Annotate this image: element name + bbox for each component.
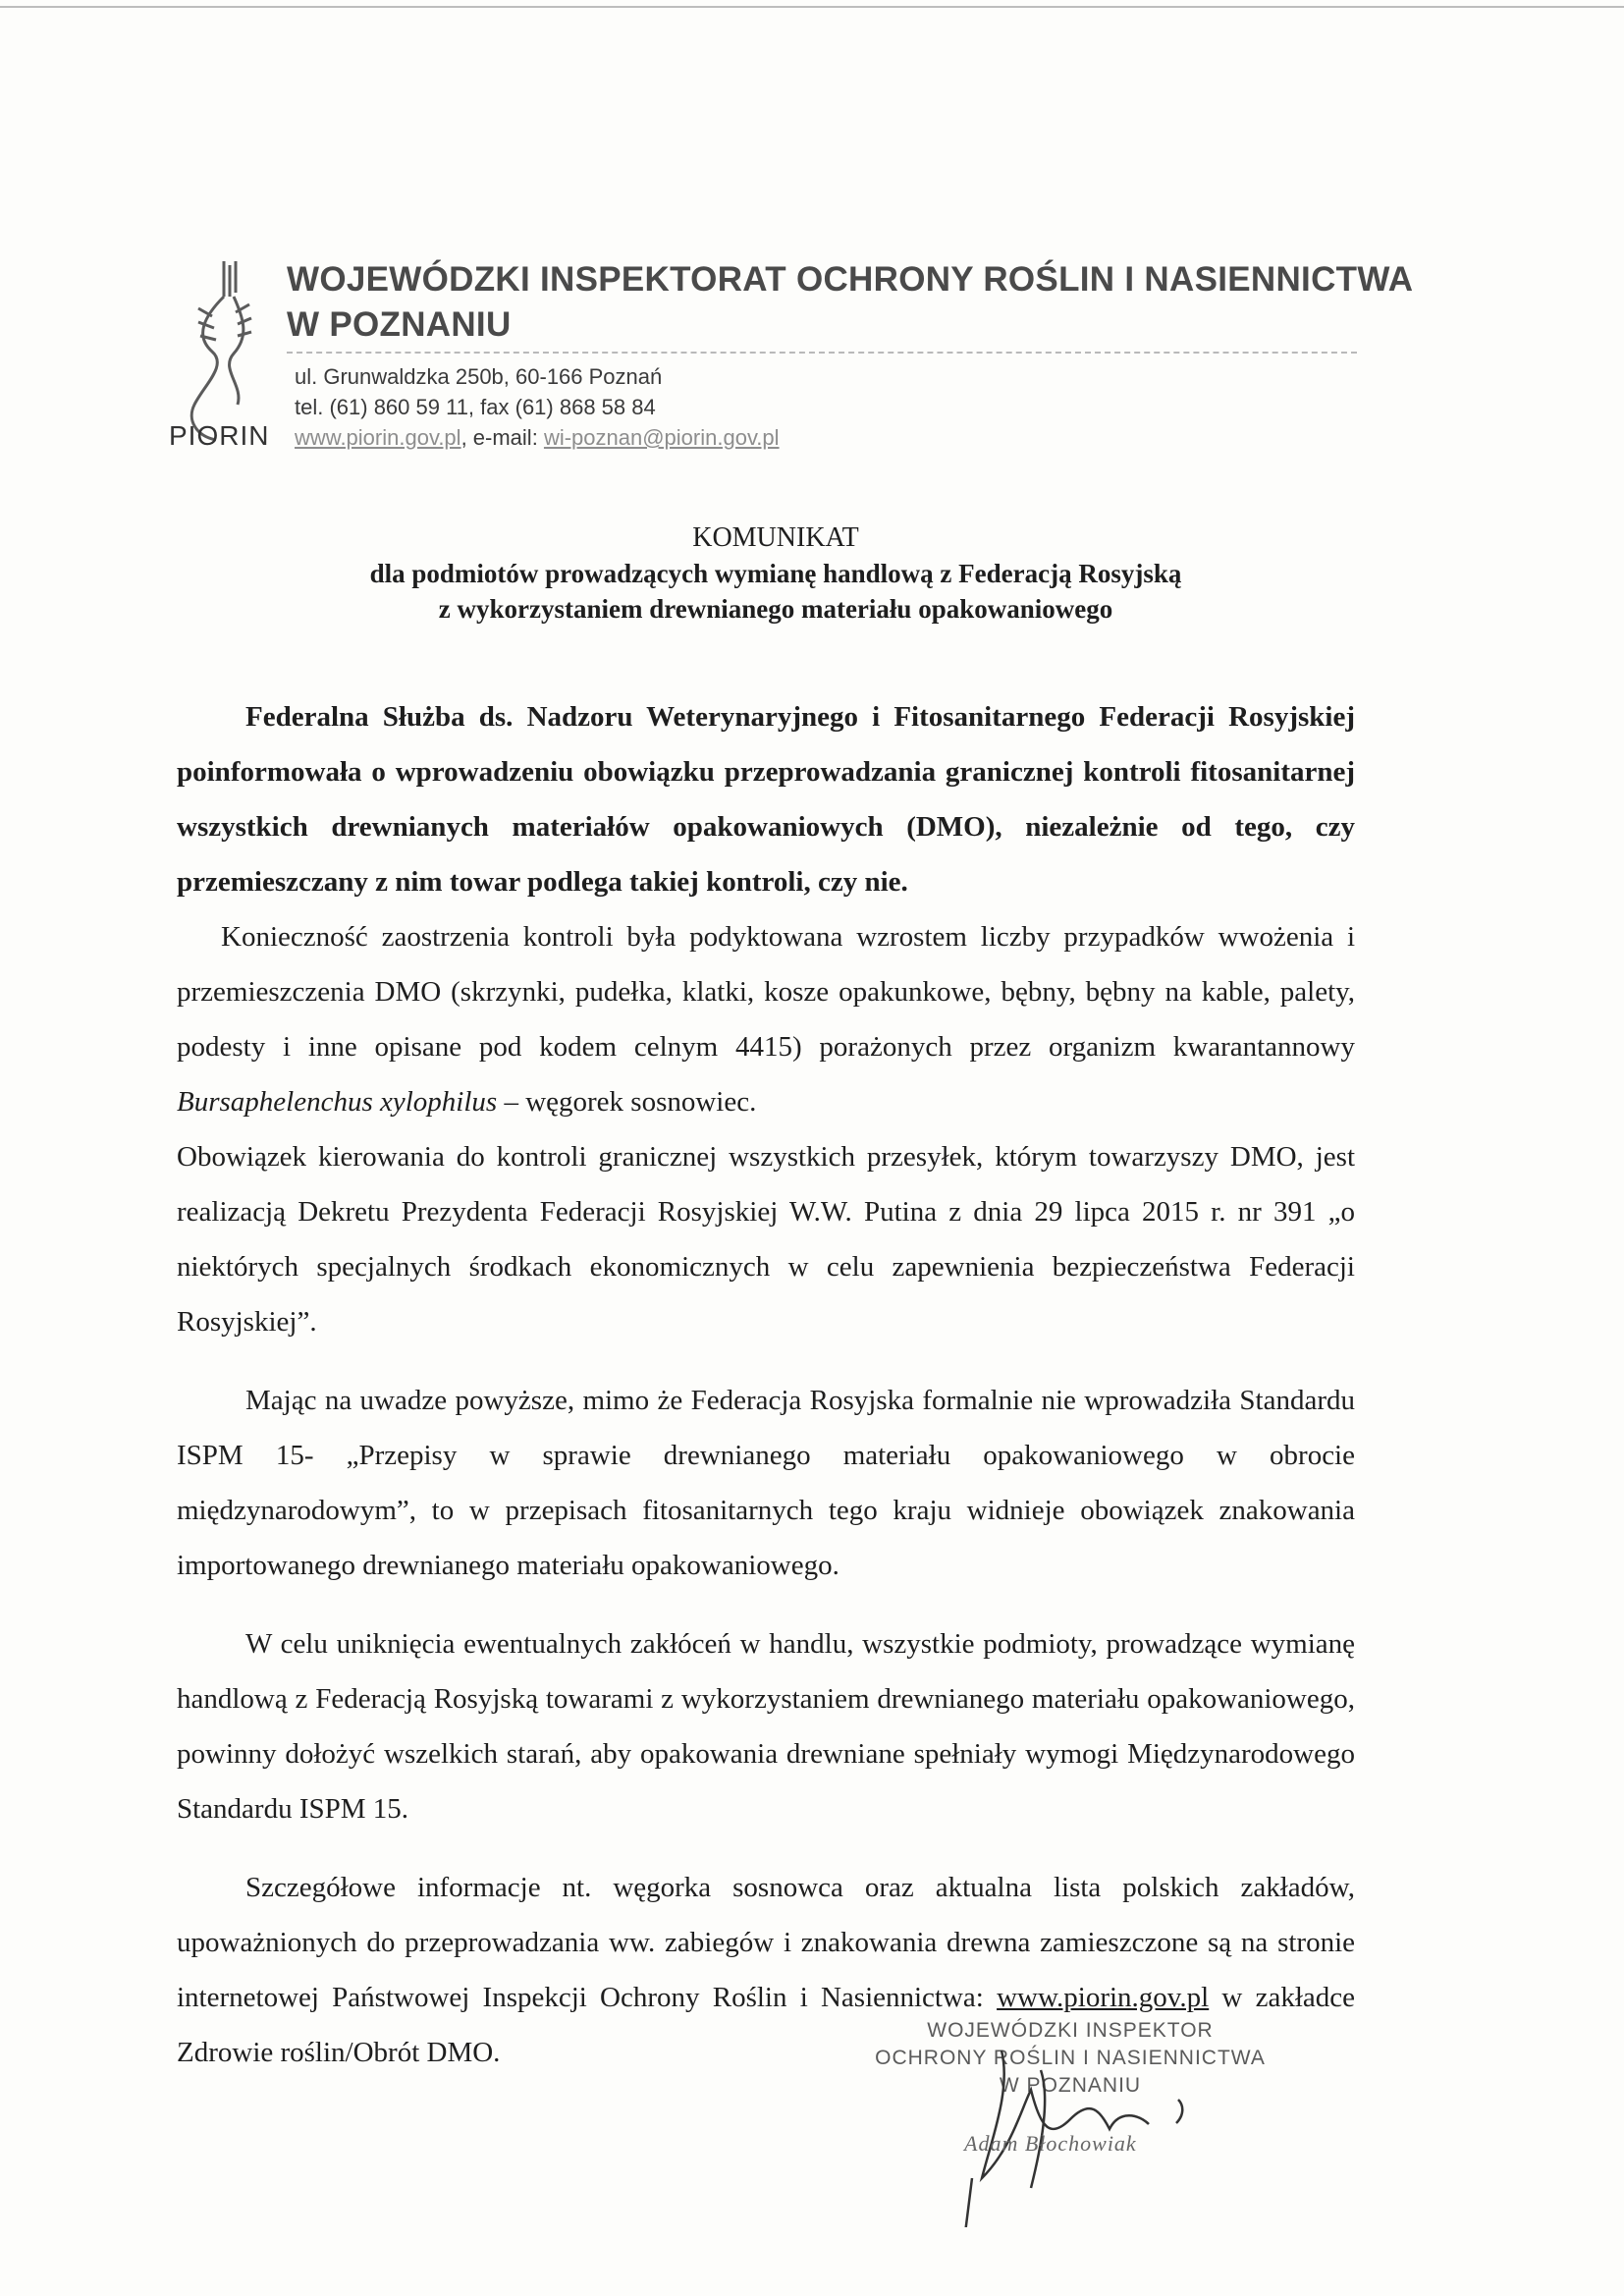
paragraph-lead: Federalna Służba ds. Nadzoru Weterynaryjnego i Fitosanitarnego Federacji Rosyjskiej poinformowała o wprowadzeniu obowiązku przeprowadzania granicznej kontroli fitosanitarnej wszystkich drewnianych materiałów opakowaniowych (DMO), niezależnie od tego, czy przemieszczany z nim towar podlega takiej kontroli, czy nie. bbox=[177, 701, 1355, 898]
paragraph-6-text: Szczegółowe informacje nt. węgorka sosnowca oraz aktualna lista polskich zakładów, upoważnionych do przeprowadzania ww. zabiegów i znakowania drewna zamieszczone są na stronie internetowej Państwowej Inspekcji Ochrony Roślin i Nasiennictwa: bbox=[177, 1872, 1355, 2013]
piorin-website-link[interactable]: www.piorin.gov.pl bbox=[997, 1982, 1210, 2013]
handwritten-signature bbox=[943, 2031, 1237, 2227]
species-name: Bursaphelenchus xylophilus bbox=[177, 1086, 498, 1118]
stamp-line-2: OCHRONY ROŚLIN I NASIENNICTWA bbox=[875, 2047, 1266, 2069]
document-subtitle-1: dla podmiotów prowadzących wymianę handlową z Federacją Rosyjską bbox=[369, 559, 1182, 588]
website-link[interactable]: www.piorin.gov.pl bbox=[295, 425, 461, 450]
address: ul. Grunwaldzka 250b, 60-166 Poznań bbox=[295, 364, 663, 389]
page-top-edge bbox=[0, 6, 1624, 8]
document-subtitle-2: z wykorzystaniem drewnianego materiału opakowaniowego bbox=[438, 594, 1113, 624]
letterhead-divider bbox=[287, 352, 1357, 354]
email-label: e-mail: bbox=[472, 425, 538, 450]
phone-fax: tel. (61) 860 59 11, fax (61) 868 58 84 bbox=[295, 395, 656, 419]
document-heading bbox=[167, 520, 1384, 627]
contact-block bbox=[295, 361, 780, 453]
stamp-line-1: WOJEWÓDZKI INSPEKTOR bbox=[927, 2019, 1214, 2042]
organization-title bbox=[287, 257, 1414, 348]
document-title: KOMUNIKAT bbox=[692, 522, 859, 553]
paragraph-2-text: Konieczność zaostrzenia kontroli była podyktowana wzrostem liczby przypadków wwożenia i przemieszczenia DMO (skrzynki, pudełka, klatki, kosze opakunkowe, bębny, bębny na kable, palety, podesty i inne opisane pod kodem celnym 4415) porażonych przez organizm kwarantannowy bbox=[177, 921, 1355, 1063]
logo-text: PIORIN bbox=[169, 420, 270, 451]
stamp-line-3: W POZNANIU bbox=[999, 2074, 1142, 2097]
document-body bbox=[177, 689, 1355, 2080]
email-link[interactable]: wi-poznan@piorin.gov.pl bbox=[543, 425, 780, 450]
paragraph-3: Obowiązek kierowania do kontroli granicznej wszystkich przesyłek, którym towarzyszy DMO, jest realizacją Dekretu Prezydenta Federacji Rosyjskiej W.W. Putina z dnia 29 lipca 2015 r. nr 391 „o niektórych specjalnych środkach ekonomicznych w celu zapewnienia bezpieczeństwa Federacji Rosyjskiej”. bbox=[177, 1141, 1355, 1338]
organization-title-line2: W POZNANIU bbox=[287, 305, 512, 344]
paragraph-2 bbox=[177, 909, 1355, 1129]
paragraph-6-end: w zakładce Zdrowie roślin/Obrót DMO. bbox=[177, 1982, 1356, 2068]
organization-title-line1: WOJEWÓDZKI INSPEKTORAT OCHRONY ROŚLIN I NASIENNICTWA bbox=[287, 260, 1414, 299]
web-email-line: www.piorin.gov.pl, e-mail: wi-poznan@piorin.gov.pl bbox=[295, 425, 780, 450]
signer-name: Adam Błochowiak bbox=[964, 2131, 1137, 2156]
paragraph-2-end: – węgorek sosnowiec. bbox=[497, 1086, 757, 1118]
paragraph-4: Mając na uwadze powyższe, mimo że Federacja Rosyjska formalnie nie wprowadziła Standardu ISPM 15- „Przepisy w sprawie drewnianego materiału opakowaniowego w obrocie międzynarodowym”, to w przepisach fitosanitarnych tego kraju widnieje obowiązek znakowania importowanego drewnianego materiału opakowaniowego. bbox=[177, 1385, 1355, 1581]
paragraph-5: W celu uniknięcia ewentualnych zakłóceń w handlu, wszystkie podmioty, prowadzące wymianę handlową z Federacją Rosyjską towarami z wykorzystaniem drewnianego materiału opakowaniowego, powinny dołożyć wszelkich starań, aby opakowania drewniane spełniały wymogi Międzynarodowego Standardu ISPM 15. bbox=[177, 1628, 1355, 1825]
